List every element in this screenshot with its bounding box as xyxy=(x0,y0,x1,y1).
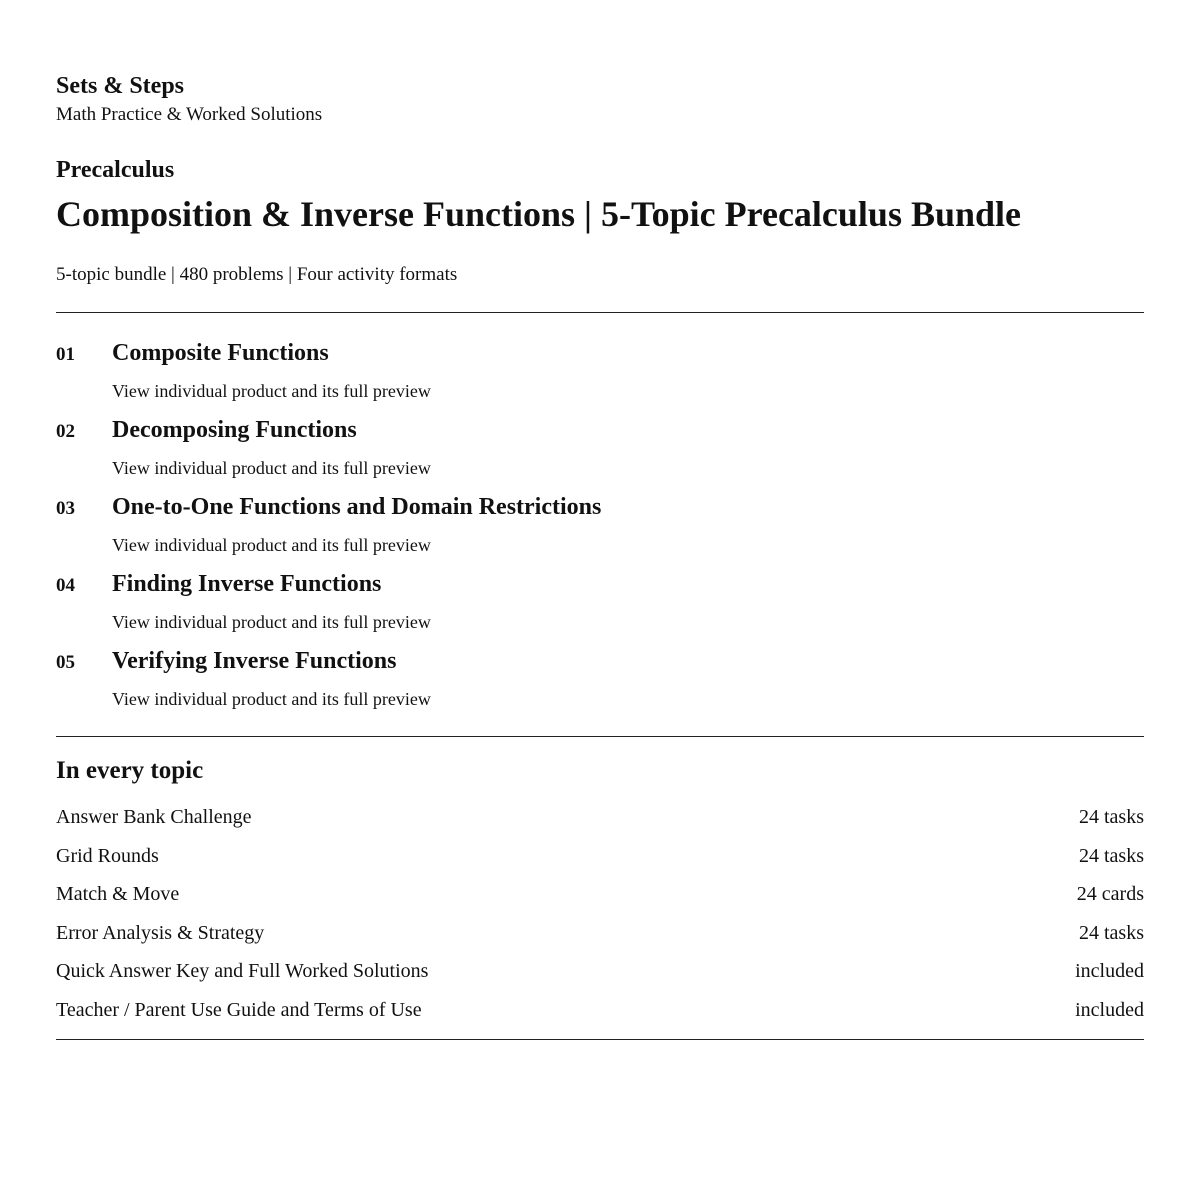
topic-item xyxy=(56,339,1144,416)
topic-item xyxy=(56,416,1144,493)
topic-title: Decomposing Functions xyxy=(112,417,357,443)
topic-body xyxy=(112,339,431,403)
view-product-link[interactable]: View individual product and its full preview xyxy=(112,612,431,632)
content-name: Match & Move xyxy=(56,883,180,906)
view-product-link[interactable]: View individual product and its full preview xyxy=(112,458,431,478)
product-summary: 5-topic bundle | 480 problems | Four activity formats xyxy=(56,264,458,285)
content-name: Answer Bank Challenge xyxy=(56,806,252,828)
topic-number: 02 xyxy=(56,421,75,442)
brand-name: Sets & Steps xyxy=(56,73,185,99)
topic-body xyxy=(112,416,431,480)
view-product-link[interactable]: View individual product and its full preview xyxy=(112,689,431,709)
topic-number: 05 xyxy=(56,652,75,673)
content-name: Quick Answer Key and Full Worked Solutions xyxy=(56,960,429,983)
divider xyxy=(56,1039,1144,1040)
list-item xyxy=(56,880,1144,919)
divider xyxy=(56,312,1144,313)
topic-number: 01 xyxy=(56,344,75,365)
subject-label: Precalculus xyxy=(56,157,175,183)
brand-header xyxy=(56,70,1144,128)
topic-body xyxy=(112,570,431,634)
content-amount: included xyxy=(1075,998,1144,1021)
view-product-link[interactable]: View individual product and its full preview xyxy=(112,381,431,401)
topic-title: Finding Inverse Functions xyxy=(112,571,382,597)
list-item xyxy=(56,803,1144,842)
content-amount: 24 tasks xyxy=(1079,844,1144,867)
topic-title: Verifying Inverse Functions xyxy=(112,648,397,674)
content-name: Error Analysis & Strategy xyxy=(56,921,265,944)
content-amount: 24 tasks xyxy=(1079,806,1144,828)
topic-list xyxy=(56,339,1144,724)
list-item xyxy=(56,919,1144,958)
content-name: Teacher / Parent Use Guide and Terms of Use xyxy=(56,998,422,1021)
topic-number: 04 xyxy=(56,575,75,596)
topic-body xyxy=(112,493,601,557)
topic-body xyxy=(112,647,431,711)
product-title: Composition & Inverse Functions | 5-Topic Precalculus Bundle xyxy=(56,194,1022,234)
brand-tagline: Math Practice & Worked Solutions xyxy=(56,104,323,125)
content-amount: 24 cards xyxy=(1076,883,1144,906)
content-amount: 24 tasks xyxy=(1079,921,1144,944)
list-item xyxy=(56,996,1144,1035)
topic-item xyxy=(56,570,1144,647)
topic-title: Composite Functions xyxy=(112,340,329,366)
content-amount: included xyxy=(1075,960,1144,983)
topic-number: 03 xyxy=(56,498,75,519)
topic-title: One-to-One Functions and Domain Restrictions xyxy=(112,494,602,520)
divider xyxy=(56,736,1144,737)
topic-item xyxy=(56,647,1144,724)
topic-item xyxy=(56,493,1144,570)
content-name: Grid Rounds xyxy=(56,844,159,867)
contents-list xyxy=(56,803,1144,1035)
view-product-link[interactable]: View individual product and its full preview xyxy=(112,535,431,555)
list-item xyxy=(56,957,1144,996)
list-item xyxy=(56,842,1144,881)
contents-heading: In every topic xyxy=(56,757,204,784)
